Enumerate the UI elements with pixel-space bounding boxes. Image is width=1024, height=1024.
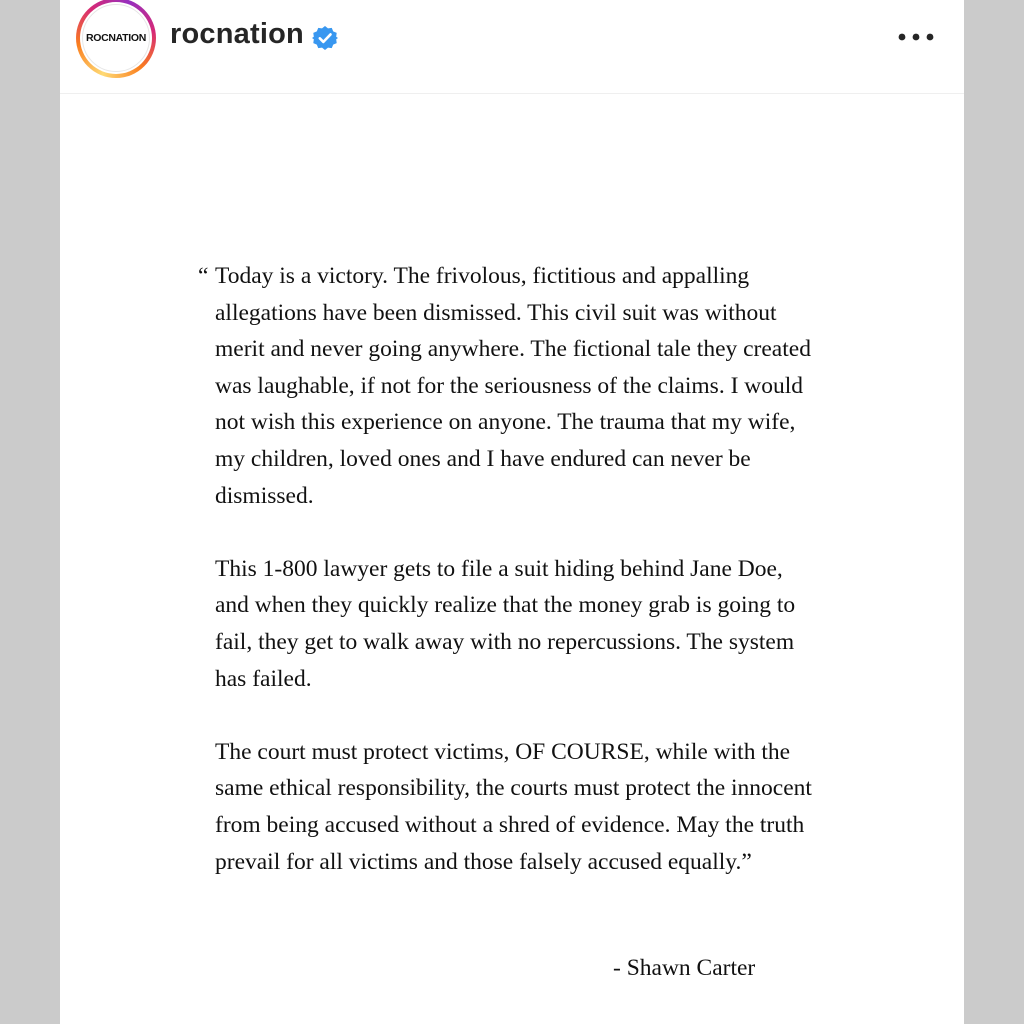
- avatar[interactable]: [76, 0, 156, 78]
- signature: - Shawn Carter: [613, 955, 756, 981]
- open-quote-mark: “: [198, 263, 209, 289]
- statement-paragraph: The court must protect victims, OF COURSE, while with the same ethical responsibility, the courts must protect the innocent from being accused without a shred of evidence. May the truth prevail for all victims and those falsely accused equally.”: [215, 738, 812, 875]
- verified-badge-icon: [312, 25, 338, 51]
- more-options-icon: [898, 33, 934, 41]
- statement-paragraph: [198, 258, 820, 514]
- more-options-button[interactable]: [896, 22, 936, 52]
- username-link[interactable]: rocnation: [170, 18, 304, 50]
- avatar-logo-text: ROCNATION: [82, 4, 150, 72]
- avatar-inner: [80, 2, 152, 74]
- paragraph-text: Today is a victory. The frivolous, fictitious and appalling allegations have been dismissed. This civil suit was without merit and never going anywhere. The fictional tale they created was laughable, if not for the seriousness of the claims. I would not wish this experience on anyone. The trauma that my wife, my children, loved ones and I have endured can never be dismissed.: [215, 263, 811, 509]
- statement-paragraph: This 1-800 lawyer gets to file a suit hiding behind Jane Doe, and when they quickly realize that the money grab is going to fail, they get to walk away with no repercussions. The system has failed.: [215, 555, 796, 692]
- statement-text: [200, 258, 820, 917]
- post-card: [60, 0, 964, 1024]
- post-header: [60, 0, 964, 94]
